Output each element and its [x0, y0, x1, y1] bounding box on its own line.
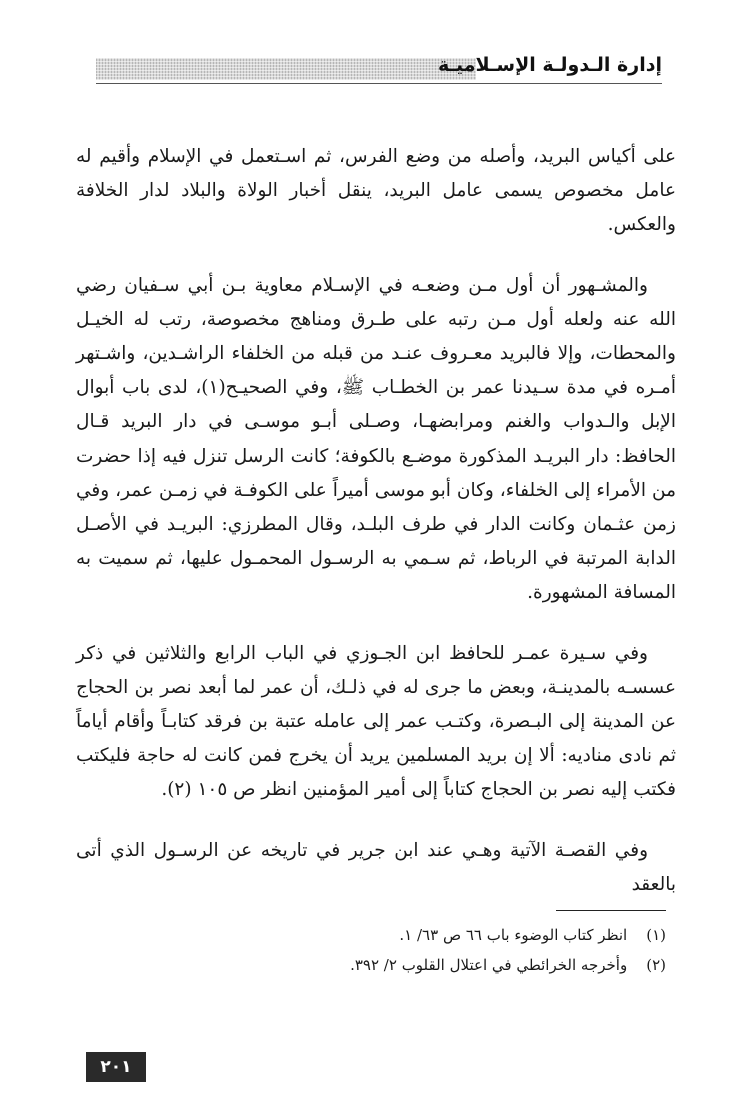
- footnote-text: وأخرجه الخرائطي في اعتلال القلوب ٢/ ٣٩٢.: [350, 956, 628, 974]
- header-rule: [96, 83, 662, 84]
- paragraph-3: وفي سـيرة عمـر للحافظ ابن الجـوزي في الباب الرابع والثلاثين في ذكر عسسـه بالمدينـة، وبعض ما جرى له في ذلـك، أن عمر لما أبعد نصر بن الحجاج عن المدينة إلى البـصرة، وكتـب عمر إلى عامله عتبة بن فرقد كتابـاً وأقام أياماً ثم نادى مناديه: ألا إن بريد المسلمين يريد أن يخرج فمن كانت له حاجة فليكتب فكتب إليه نصر بن الحجاج كتاباً إلى أمير المؤمنين انظر ص ١٠٥ (٢).: [76, 642, 676, 801]
- paragraph-gap: [76, 611, 676, 637]
- footnotes: [76, 920, 666, 980]
- page-number: ٢٠١: [86, 1052, 146, 1082]
- paragraph-2: والمشـهور أن أول مـن وضعـه في الإسـلام معاوية بـن أبي سـفيان رضي الله عنه ولعله أول مـن رتبه على طـرق ومناهج مخصوصة، رتب له الخيـل والمحطات، وإلا فالبريد معـروف عنـد من قبله من الخلفاء الراشـدين، واشـتهر أمـره في مدة سـيدنا عمر بن الخطـاب ﷺ، وفي الصحيـح(١)، لدى باب أبوال الإبل والـدواب والغنم ومرابضهـا، وصـلى أبـو موسـى في دار البريد قـال الحافظ: دار البريـد المذكورة موضـع بالكوفة؛ كانت الرسل تنزل فيه إذا حضرت من الأمراء إلى الخلفاء، وكان أبو موسى أميراً على الكوفـة في زمـن عمر، وفي زمن عثـمان وكانت الدار في طرف البلـد، وقال المطرزي: البريـد في الأصـل الدابة المرتبة في الرباط، ثم سـمي به الرسـول المحمـول عليها، ثم سميت به المسافة المشهورة.: [76, 274, 676, 604]
- paragraph-1: على أكياس البريد، وأصله من وضع الفرس، ثم اسـتعمل في الإسلام وأقيم له عامل مخصوص يسمى عامل البريد، ينقل أخبار الولاة والبلاد لدار الخلافة والعكس.: [76, 146, 676, 236]
- body-text: [76, 140, 676, 902]
- footnote-1: [76, 920, 666, 950]
- footnote-text: انظر كتاب الوضوء باب ٦٦ ص ٦٣/ ١.: [399, 926, 628, 944]
- paragraph-gap: [76, 243, 676, 269]
- footnote-number: (٢): [646, 956, 666, 974]
- running-header: [86, 52, 662, 84]
- header-decoration: [96, 58, 476, 80]
- paragraph-4: وفي القصـة الآتية وهـي عند ابن جرير في تاريخه عن الرسـول الذي أتى بالعقد: [76, 839, 676, 895]
- paragraph-gap: [76, 808, 676, 834]
- footnote-2: [76, 950, 666, 980]
- footnote-separator: [556, 910, 666, 911]
- header-title: إدارة الـدولـة الإسـلاميـة: [437, 54, 662, 76]
- footnote-number: (١): [646, 926, 666, 944]
